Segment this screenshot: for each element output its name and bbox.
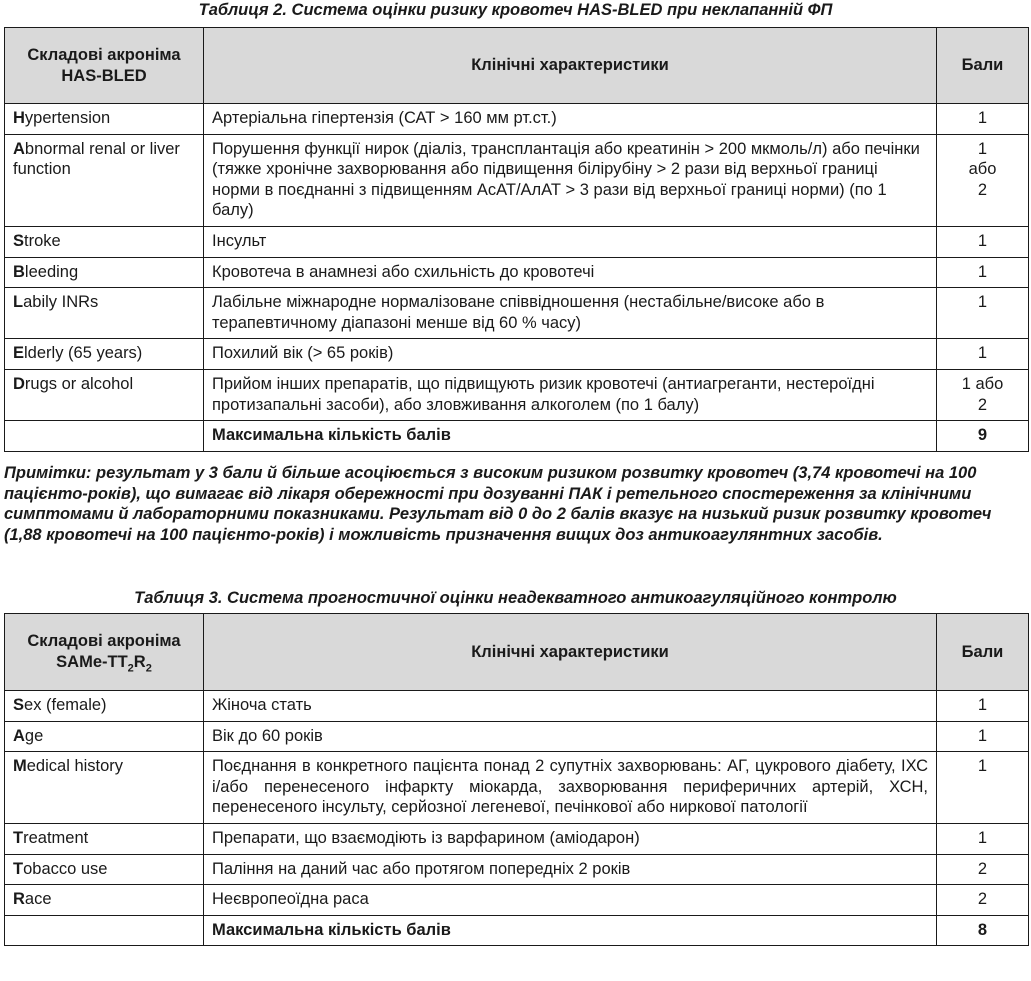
points-option: 1	[977, 139, 988, 158]
acronym-letter: S	[13, 231, 25, 250]
table-row	[5, 134, 1029, 226]
total-row	[5, 421, 1029, 452]
table-row	[5, 257, 1029, 288]
total-empty-cell	[5, 915, 204, 946]
acronym-component-cell	[5, 854, 204, 885]
total-row	[5, 915, 1029, 946]
acronym-letter: R	[13, 890, 25, 909]
acronym-term: ex (female)	[24, 696, 107, 714]
points-cell: 1	[937, 257, 1029, 288]
table-row	[5, 288, 1029, 339]
header-acronym-components	[5, 614, 204, 691]
table-row	[5, 721, 1029, 752]
acronym-component-cell	[5, 885, 204, 916]
acronym-letter: D	[13, 374, 25, 393]
clinical-characteristic-cell: Похилий вік (> 65 років)	[204, 339, 937, 370]
acronym-letter: H	[13, 109, 25, 127]
table-row	[5, 226, 1029, 257]
acronym-term: bnormal renal or liver function	[13, 139, 180, 179]
acronym-letter: B	[13, 262, 25, 281]
points-cell	[937, 369, 1029, 420]
table-row	[5, 691, 1029, 722]
clinical-characteristic-cell: Інсульт	[204, 226, 937, 257]
clinical-characteristic-cell: Неєвропеоїдна раса	[204, 885, 937, 916]
table-row	[5, 369, 1029, 420]
total-points: 9	[937, 421, 1029, 452]
acronym-term: rugs or alcohol	[24, 374, 134, 393]
points-cell: 1	[937, 823, 1029, 854]
acronym-letter: S	[13, 696, 25, 714]
header-points: Бали	[937, 28, 1029, 104]
header-points: Бали	[937, 614, 1029, 691]
acronym-component-cell	[5, 339, 204, 370]
acronym-term: reatment	[23, 828, 89, 847]
has-bled-table-body	[5, 104, 1029, 452]
same-tt2r2-table-body	[5, 691, 1029, 946]
acronym-component-cell	[5, 823, 204, 854]
acronym-letter: T	[13, 859, 24, 878]
header-acronym-components: Складові акроніма HAS-BLED	[5, 28, 204, 104]
points-option: 2	[977, 395, 988, 414]
header-acronym: SAMe-$TT_2R_2$	[56, 653, 152, 675]
acronym-component-cell	[5, 226, 204, 257]
acronym-component-cell	[5, 134, 204, 226]
acronym-component-cell	[5, 369, 204, 420]
acronym-letter: M	[13, 757, 27, 776]
table-row	[5, 752, 1029, 824]
header-clinical-characteristics: Клінічні характеристики	[204, 614, 937, 691]
clinical-characteristic-cell: Поєднання в конкретного пацієнта понад 2 супутніх захворювань: АГ, цукрового діабету, ІХС і/або перенесеного інфаркту міокарда, захворювання периферичних артерій, ХСН, перенесеного інсульту, серйозної легеневої, печінкової або ниркової патології	[204, 752, 937, 824]
acronym-letter: E	[13, 344, 25, 363]
clinical-characteristic-cell: Паління на даний час або протягом попередніх 2 років	[204, 854, 937, 885]
acronym-component-cell	[5, 257, 204, 288]
points-cell	[937, 134, 1029, 226]
acronym-term: lderly (65 years)	[24, 344, 143, 363]
has-bled-table	[4, 27, 1029, 452]
table-2-caption: Таблиця 2. Система оцінки ризику кровотеч HAS-BLED при неклапанній ФП	[198, 1, 833, 19]
table-header-row	[5, 614, 1029, 691]
points-options	[945, 139, 1020, 201]
acronym-component-cell	[5, 721, 204, 752]
table-row	[5, 823, 1029, 854]
acronym-term: ypertension	[24, 109, 111, 127]
acronym-letter: L	[13, 293, 24, 312]
total-label: Максимальна кількість балів	[204, 421, 937, 452]
clinical-characteristic-cell: Лабільне міжнародне нормалізоване співвідношення (нестабільне/високе або в терапевтичному діапазоні менше від 60 % часу)	[204, 288, 937, 339]
points-options	[945, 374, 1020, 415]
points-cell: 1	[937, 752, 1029, 824]
points-cell: 1	[937, 721, 1029, 752]
table-row	[5, 885, 1029, 916]
table-row	[5, 104, 1029, 135]
same-tt2r2-table	[4, 613, 1029, 946]
clinical-characteristic-cell: Артеріальна гіпертензія (САТ > 160 мм рт.ст.)	[204, 104, 937, 135]
acronym-letter: T	[13, 828, 24, 847]
total-points: 8	[937, 915, 1029, 946]
acronym-component-cell	[5, 691, 204, 722]
acronym-term: ace	[24, 890, 52, 909]
points-option: або	[968, 160, 997, 179]
points-cell: 1	[937, 339, 1029, 370]
table-row	[5, 854, 1029, 885]
clinical-characteristic-cell: Препарати, що взаємодіють із варфарином (аміодарон)	[204, 823, 937, 854]
acronym-component-cell	[5, 104, 204, 135]
acronym-term: troke	[24, 231, 61, 250]
acronym-term: edical history	[26, 757, 124, 776]
acronym-term: ge	[24, 726, 44, 745]
clinical-characteristic-cell: Порушення функції нирок (діаліз, трансплантація або креатинін > 200 мкмоль/л) або печінки (тяжке хронічне захворювання або підвищення білірубіну > 2 рази від верхньої границі норми в поєднанні з підвищенням АсАТ/АлАТ > 3 рази від верхньої границі норми) (по 1 балу)	[204, 134, 937, 226]
acronym-component-cell	[5, 288, 204, 339]
header-clinical-characteristics: Клінічні характеристики	[204, 28, 937, 104]
acronym-term: leeding	[24, 262, 79, 281]
points-option: 2	[977, 180, 988, 199]
points-cell: 1	[937, 691, 1029, 722]
acronym-term: abily INRs	[23, 293, 99, 312]
header-acronym-prefix: Складові акроніма	[27, 632, 181, 651]
acronym-letter: A	[13, 726, 25, 745]
table-header-row	[5, 28, 1029, 104]
total-empty-cell	[5, 421, 204, 452]
clinical-characteristic-cell: Прийом інших препаратів, що підвищують ризик кровотечі (антиагреганти, нестероїдні протизапальні засоби), або зловживання алкоголем (по 1 балу)	[204, 369, 937, 420]
acronym-term: obacco use	[23, 859, 108, 878]
points-cell: 1	[937, 226, 1029, 257]
points-cell: 1	[937, 104, 1029, 135]
total-label: Максимальна кількість балів	[204, 915, 937, 946]
table-2-notes: Примітки: результат у 3 бали й більше асоціюється з високим ризиком розвитку кровотеч (3,74 кровотечі на 100 пацієнто-років), що вимагає від лікаря обережності при дозуванні ПАК і ретельного спостереження за клінічними симптомами й лабораторними показниками. Результат від 0 до 2 балів вказує на низький ризик розвитку кровотеч (1,88 кровотечі на 100 пацієнто-років) і можливість призначення вищих доз антикоагулянтних засобів.	[4, 464, 992, 544]
clinical-characteristic-cell: Жіноча стать	[204, 691, 937, 722]
clinical-characteristic-cell: Кровотеча в анамнезі або схильність до кровотечі	[204, 257, 937, 288]
points-cell: 2	[937, 885, 1029, 916]
points-option: 1 або	[961, 374, 1004, 393]
acronym-component-cell	[5, 752, 204, 824]
points-cell: 1	[937, 288, 1029, 339]
clinical-characteristic-cell: Вік до 60 років	[204, 721, 937, 752]
acronym-letter: A	[13, 139, 25, 158]
table-row	[5, 339, 1029, 370]
points-cell: 2	[937, 854, 1029, 885]
table-3-caption: Таблиця 3. Система прогностичної оцінки неадекватного антикоагуляційного контролю	[134, 589, 897, 607]
